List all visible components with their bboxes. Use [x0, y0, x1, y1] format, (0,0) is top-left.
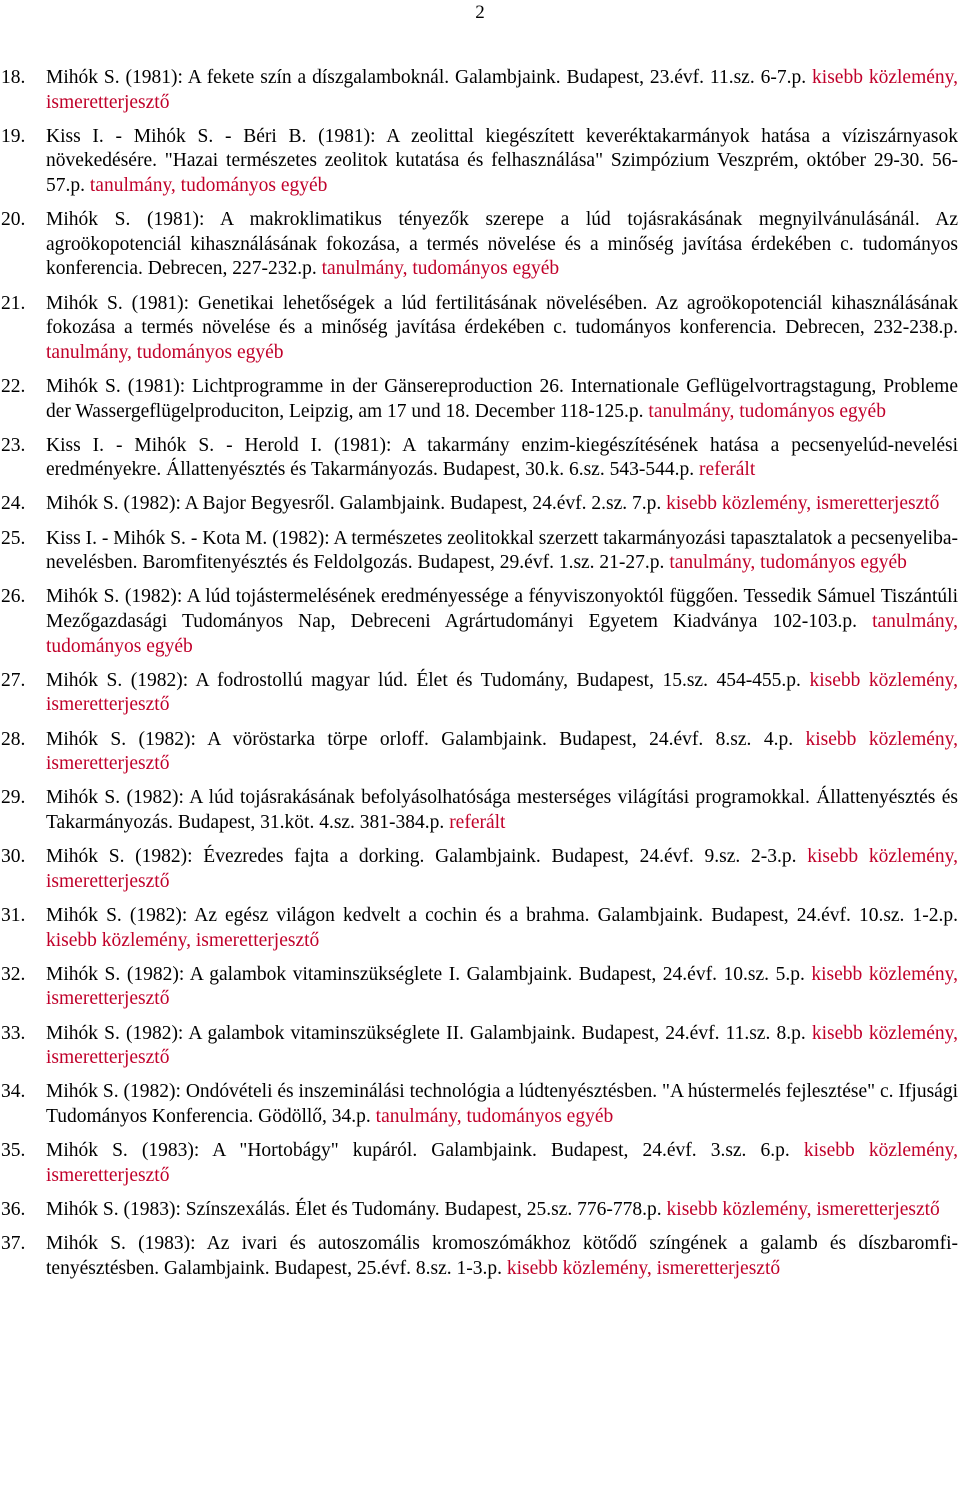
- entry-number: 18.: [1, 67, 26, 88]
- entry-citation: Mihók S. (1983): A "Hortobágy" kupáról. Galambjaink. Budapest, 24.évf. 3.sz. 6.p.: [46, 1140, 790, 1162]
- entry-citation: Mihók S. (1981): Genetikai lehetőségek a lúd fertilitásának növelésében. Az agroökopotenciál kihasználásának fokozása a termés növelése és a minőség javítása érdekében c. tudományos konferencia. Debrecen, 232-238.p.: [46, 292, 958, 339]
- entry-citation: Mihók S. (1981): Lichtprogramme in der Gänsereproduction 26. Internationale Geflügelvortragstagung, Probleme der Wassergeflügelproduciton, Leipzig, am 17 und 18. December 118-125.p.: [46, 375, 958, 422]
- entry-citation: Mihók S. (1982): Ondóvételi és inszeminálási technológia a lúdtenyésztésben. "A hústermelés fejlesztése" c. Ifjusági Tudományos Konferencia. Gödöllő, 34.p.: [46, 1081, 958, 1127]
- bibliography-entry: [0, 728, 960, 777]
- entry-number: 21.: [1, 292, 26, 314]
- bibliography-entry: [0, 292, 960, 366]
- bibliography-entry: [0, 1139, 960, 1188]
- entry-citation: Mihók S. (1982): A galambok vitaminszükséglete II. Galambjaink. Budapest, 24.évf. 11.sz. 8.p.: [46, 1022, 806, 1044]
- entry-citation: Mihók S. (1981): A fekete szín a díszgalamboknál. Galambjaink. Budapest, 23.évf. 11.sz. 6-7.p.: [46, 67, 807, 88]
- entry-category: kisebb közlemény, ismeretterjesztő: [666, 493, 940, 515]
- bibliography-entry: [0, 1198, 960, 1223]
- entry-number: 22.: [1, 375, 26, 397]
- bibliography-entry: [0, 1232, 960, 1281]
- entry-number: 23.: [1, 434, 26, 456]
- entry-citation: Mihók S. (1982): A vöröstarka törpe orloff. Galambjaink. Budapest, 24.évf. 8.sz. 4.p.: [46, 728, 794, 750]
- entry-citation: Mihók S. (1983): Az ivari és autoszomális kromoszómákhoz kötődő színgének a galamb és díszbaromfi-tenyésztésben. Galambjaink. Budapest, 25.évf. 8.sz. 1-3.p.: [46, 1233, 958, 1279]
- entry-citation: Kiss I. - Mihók S. - Béri B. (1981): A zeolittal kiegészített keveréktakarmányok hatása a víziszárnyasok növekedésére. "Hazai természetes zeolitok kutatása és felhasználása" Szimpózium Veszprém, október 29-30. 56-57.p.: [46, 125, 958, 196]
- bibliography-entry: [0, 375, 960, 424]
- entry-citation: Mihók S. (1983): Színszexálás. Élet és Tudomány. Budapest, 25.sz. 776-778.p.: [46, 1198, 662, 1220]
- entry-citation: Mihók S. (1982): A Bajor Begyesről. Galambjaink. Budapest, 24.évf. 2.sz. 7.p.: [46, 493, 662, 515]
- bibliography-entry: [0, 1022, 960, 1071]
- bibliography-entry: [0, 669, 960, 718]
- entry-number: 24.: [1, 493, 26, 515]
- bibliography-entry: [0, 527, 960, 576]
- bibliography-entry: [0, 585, 960, 659]
- entry-category: tanulmány, tudományos egyéb: [321, 258, 560, 280]
- entry-category: kisebb közlemény, ismeretterjesztő: [46, 1022, 958, 1069]
- entry-citation: Mihók S. (1982): A galambok vitaminszükséglete I. Galambjaink. Budapest, 24.évf. 10.sz. 5.p.: [46, 963, 805, 985]
- entry-number: 33.: [1, 1022, 26, 1044]
- bibliography-entry: [0, 66, 960, 115]
- entry-number: 37.: [1, 1233, 26, 1255]
- entry-category: kisebb közlemény, ismeretterjesztő: [46, 728, 958, 775]
- entry-number: 34.: [1, 1081, 26, 1103]
- bibliography-entry: [0, 492, 960, 517]
- entry-number: 26.: [1, 586, 26, 608]
- bibliography-entry: [0, 125, 960, 199]
- entry-number: 36.: [1, 1198, 26, 1220]
- page-number: 2: [475, 2, 485, 23]
- entry-category: kisebb közlemény, ismeretterjesztő: [46, 669, 958, 716]
- entry-number: 32.: [1, 963, 26, 985]
- entry-category: tanulmány, tudományos egyéb: [375, 1105, 614, 1127]
- entry-category: kisebb közlemény, ismeretterjesztő: [46, 846, 958, 892]
- bibliography-entry: [0, 1080, 960, 1129]
- entry-number: 25.: [1, 527, 26, 549]
- entry-category: kisebb közlemény, ismeretterjesztő: [46, 963, 959, 1010]
- entry-number: 28.: [1, 728, 26, 750]
- entry-number: 30.: [1, 846, 26, 868]
- entry-category: tanulmány, tudományos egyéb: [46, 611, 959, 657]
- entry-citation: Kiss I. - Mihók S. - Herold I. (1981): A takarmány enzim-kiegészítésének hatása a pecsenyelúd-nevelési eredményekre. Állattenyésztés és Takarmányozás. Budapest, 30.k. 6.sz. 543-544.p.: [46, 434, 958, 481]
- bibliography-entry: [0, 904, 960, 953]
- entry-number: 20.: [1, 209, 26, 231]
- bibliography-entry: [0, 963, 960, 1012]
- entry-number: 31.: [1, 904, 26, 926]
- entry-citation: Mihók S. (1982): Évezredes fajta a dorking. Galambjaink. Budapest, 24.évf. 9.sz. 2-3.p.: [46, 846, 797, 868]
- entry-category: tanulmány, tudományos egyéb: [648, 400, 886, 422]
- entry-category: referált: [449, 811, 506, 833]
- entry-category: kisebb közlemény, ismeretterjesztő: [666, 1198, 940, 1220]
- entry-number: 35.: [1, 1140, 26, 1162]
- entry-category: tanulmány, tudományos egyéb: [669, 552, 907, 574]
- entry-category: kisebb közlemény, ismeretterjesztő: [46, 1140, 958, 1186]
- entry-category: kisebb közlemény, ismeretterjesztő: [46, 67, 959, 113]
- bibliography-entry: [0, 845, 960, 894]
- entry-category: kisebb közlemény, ismeretterjesztő: [506, 1257, 781, 1279]
- entry-category: kisebb közlemény, ismeretterjesztő: [46, 929, 320, 951]
- entry-citation: Mihók S. (1982): A fodrostollú magyar lúd. Élet és Tudomány, Budapest, 15.sz. 454-455.p.: [46, 669, 801, 691]
- bibliography-list: [0, 66, 960, 1291]
- entry-category: tanulmány, tudományos egyéb: [89, 174, 328, 196]
- bibliography-entry: [0, 208, 960, 282]
- entry-citation: Mihók S. (1982): Az egész világon kedvelt a cochin és a brahma. Galambjaink. Budapest, 24.évf. 10.sz. 1-2.p.: [46, 904, 958, 926]
- entry-category: tanulmány, tudományos egyéb: [46, 341, 284, 363]
- bibliography-entry: [0, 434, 960, 483]
- entry-citation: Mihók S. (1981): A makroklimatikus tényezők szerepe a lúd tojásrakásának megnyilvánulásánál. Az agroökopotenciál kihasználásának fokozása, a termés növelése és a minőség javítása érdekében c. tudományos konferencia. Debrecen, 227-232.p.: [46, 209, 958, 280]
- entry-number: 19.: [1, 125, 26, 147]
- entry-citation: Mihók S. (1982): A lúd tojásrakásának befolyásolhatósága mesterséges világítási programokkal. Állattenyésztés és Takarmányozás. Budapest, 31.köt. 4.sz. 381-384.p.: [46, 787, 958, 833]
- entry-citation: Kiss I. - Mihók S. - Kota M. (1982): A természetes zeolitokkal szerzett takarmányozási tapasztalatok a pecsenyeliba-nevelésben. Baromfitenyésztés és Feldolgozás. Budapest, 29.évf. 1.sz. 21-27.p.: [46, 527, 958, 574]
- entry-number: 29.: [1, 787, 26, 809]
- bibliography-entry: [0, 786, 960, 835]
- entry-number: 27.: [1, 669, 26, 691]
- entry-category: referált: [698, 459, 756, 481]
- entry-citation: Mihók S. (1982): A lúd tojástermelésének eredményessége a fényviszonyoktól függően. Tessedik Sámuel Tiszántúli Mezőgazdasági Tudományos Nap, Debreceni Agrártudományi Egyetem Kiadványa 102-103.p.: [46, 586, 958, 633]
